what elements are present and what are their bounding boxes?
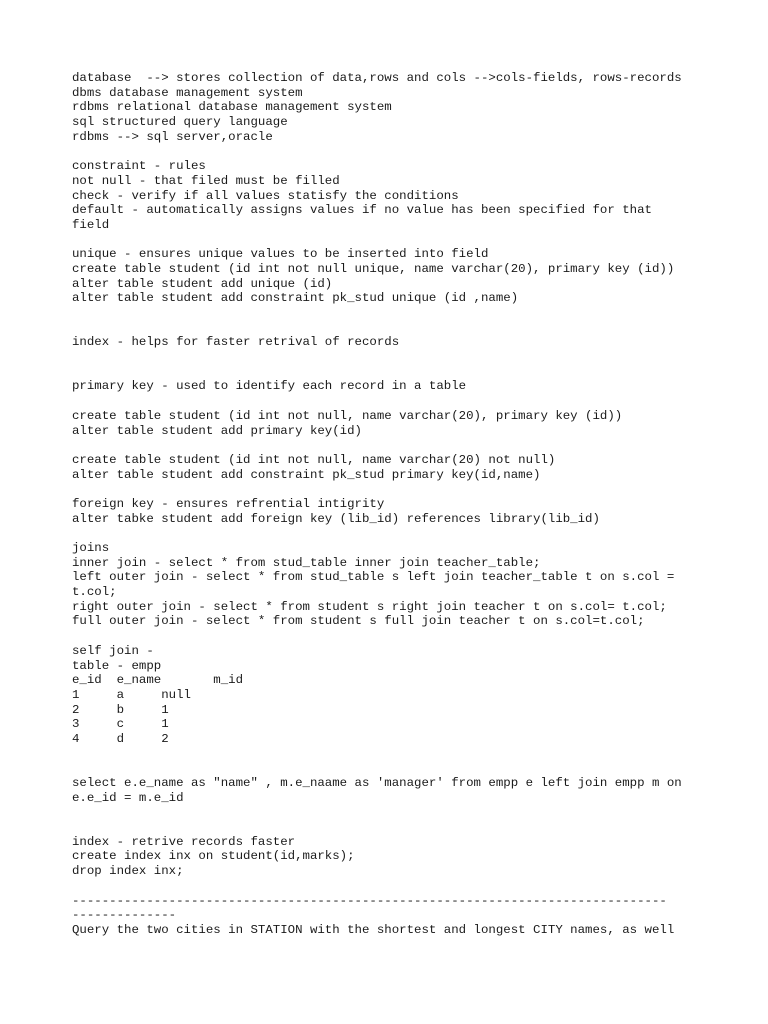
text-line: default - automatically assigns values if no value has been specified for that [72,203,652,218]
text-line: select e.e_name as "name" , m.e_naame as 'manager' from empp e left join empp m on [72,776,682,790]
text-line: index - retrive records faster [72,834,296,849]
text-line: primary key - used to identify each record in a table [72,379,467,394]
text-line: t.col; [72,585,117,600]
blank-line [72,144,702,159]
blank-line [72,394,702,409]
text-line: constraint - rules [72,159,206,174]
blank-line [72,482,702,497]
text-line: e.e_id = m.e_id [72,790,184,805]
text-line: alter table student add constraint pk_stud unique (id ,name) [72,291,519,306]
table-row-line: 4 d 2 [72,731,169,746]
text-line: foreign key - ensures refrential intigrity [72,496,385,511]
text-line: full outer join - select * from student s full join teacher t on s.col=t.col; [72,614,645,629]
blank-line [72,805,702,820]
blank-line [72,629,702,644]
blank-line [72,321,702,336]
text-line: create table student (id int not null, name varchar(20) not null) [72,452,556,467]
text-line: drop index inx; [72,864,184,879]
text-line: inner join - select * from stud_table inner join teacher_table; [72,555,541,570]
document-page [72,71,702,938]
text-line: unique - ensures unique values to be inserted into field [72,247,489,262]
text-line: right outer join - select * from student s right join teacher t on s.col= t.col; [72,599,667,614]
text-line: alter tabke student add foreign key (lib_id) references library(lib_id) [72,511,600,526]
text-line: create index inx on student(id,marks); [72,849,355,864]
text-line: joins [72,541,110,555]
blank-line [72,365,702,380]
text-line: alter table student add constraint pk_stud primary key(id,name) [72,467,541,482]
text-line: self join - [72,643,154,658]
dashed-separator: -------------------------------------------------------------------------------- [72,893,667,908]
text-line: field [72,217,110,232]
text-line: alter table student add primary key(id) [72,423,362,438]
table-row-line: 3 c 1 [72,717,169,732]
text-line: sql structured query language [72,115,288,130]
dashed-separator: -------------- [72,908,177,923]
blank-line [72,350,702,365]
blank-line [72,761,702,776]
text-line: database --> stores collection of data,rows and cols -->cols-fields, rows-records [72,71,682,85]
text-line: table - empp [72,658,162,673]
table-row-line: 1 a null [72,687,191,702]
blank-line [72,233,702,248]
blank-line [72,306,702,321]
text-line: left outer join - select * from stud_table s left join teacher_table t on s.col = [72,570,675,585]
blank-line [72,747,702,762]
text-line: not null - that filed must be filled [72,173,340,188]
table-row-line: 2 b 1 [72,702,169,717]
text-line: index - helps for faster retrival of records [72,335,400,350]
text-line: check - verify if all values statisfy the conditions [72,188,459,203]
text-line: dbms database management system [72,85,303,100]
text-line: Query the two cities in STATION with the shortest and longest CITY names, as well [72,922,675,937]
blank-line [72,879,702,894]
blank-line [72,526,702,541]
text-line: rdbms --> sql server,oracle [72,129,273,144]
text-line: create table student (id int not null, name varchar(20), primary key (id)) [72,408,623,423]
table-header-line: e_id e_name m_id [72,673,244,688]
blank-line [72,438,702,453]
text-line: alter table student add unique (id) [72,276,333,291]
blank-line [72,820,702,835]
text-line: rdbms relational database management system [72,100,392,115]
text-line: create table student (id int not null unique, name varchar(20), primary key (id)) [72,261,675,276]
